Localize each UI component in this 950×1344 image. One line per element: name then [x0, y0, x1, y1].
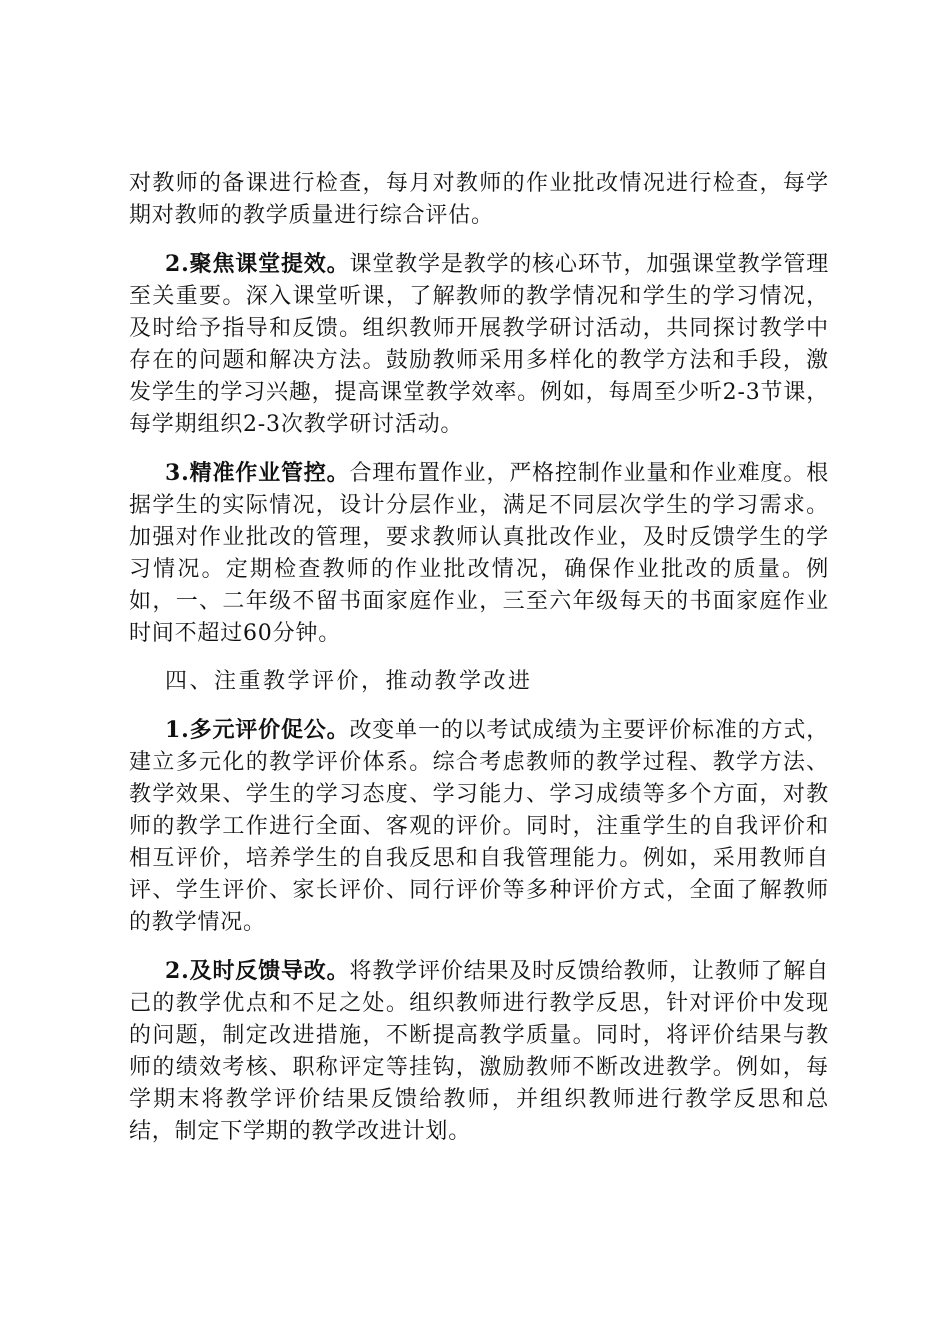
paragraph-lead: 2.及时反馈导改。: [165, 958, 350, 984]
paragraph-diverse-evaluation: [129, 714, 829, 939]
paragraph-text: 改变单一的以考试成绩为主要评价标准的方式，建立多元化的教学评价体系。综合考虑教师的教学过程、教学方法、教学效果、学生的学习态度、学习能力、学习成绩等多个方面，对教师的教学工作进行全面、客观的评价。同时，注重学生的自我评价和相互评价，培养学生的自我反思和自我管理能力。例如，采用教师自评、学生评价、家长评价、同行评价等多种评价方式，全面了解教师的教学情况。: [129, 718, 829, 935]
paragraph-lead: 3.精准作业管控。: [165, 460, 350, 486]
paragraph-classroom-efficiency: [129, 248, 829, 441]
paragraph-timely-feedback: [129, 955, 829, 1148]
paragraph-text: 合理布置作业，严格控制作业量和作业难度。根据学生的实际情况，设计分层作业，满足不同层次学生的学习需求。加强对作业批改的管理，要求教师认真批改作业，及时反馈学生的学习情况。定期检查教师的作业批改情况，确保作业批改的质量。例如，一、二年级不留书面家庭作业，三至六年级每天的书面家庭作业时间不超过60分钟。: [129, 461, 829, 646]
paragraph-continuation: [129, 168, 829, 232]
paragraph-lead: 1.多元评价促公。: [165, 717, 350, 743]
paragraph-text: 将教学评价结果及时反馈给教师，让教师了解自己的教学优点和不足之处。组织教师进行教学反思，针对评价中发现的问题，制定改进措施，不断提高教学质量。同时，将评价结果与教师的绩效考核、职称评定等挂钩，激励教师不断改进教学。例如，每学期末将教学评价结果反馈给教师，并组织教师进行教学反思和总结，制定下学期的教学改进计划。: [129, 959, 829, 1144]
paragraph-text: 课堂教学是教学的核心环节，加强课堂教学管理至关重要。深入课堂听课，了解教师的教学情况和学生的学习情况，及时给予指导和反馈。组织教师开展教学研讨活动，共同探讨教学中存在的问题和解决方法。鼓励教师采用多样化的教学方法和手段，激发学生的学习兴趣，提高课堂教学效率。例如，每周至少听2-3节课，每学期组织2-3次教学研讨活动。: [129, 252, 829, 437]
section-heading: 四、注重教学评价，推动教学改进: [165, 669, 533, 694]
paragraph-text: 对教师的备课进行检查，每月对教师的作业批改情况进行检查，每学期对教师的教学质量进行综合评估。: [129, 171, 829, 228]
paragraph-homework-control: [129, 457, 829, 650]
document-body: [129, 168, 829, 1164]
paragraph-lead: 2.聚焦课堂提效。: [165, 251, 350, 277]
